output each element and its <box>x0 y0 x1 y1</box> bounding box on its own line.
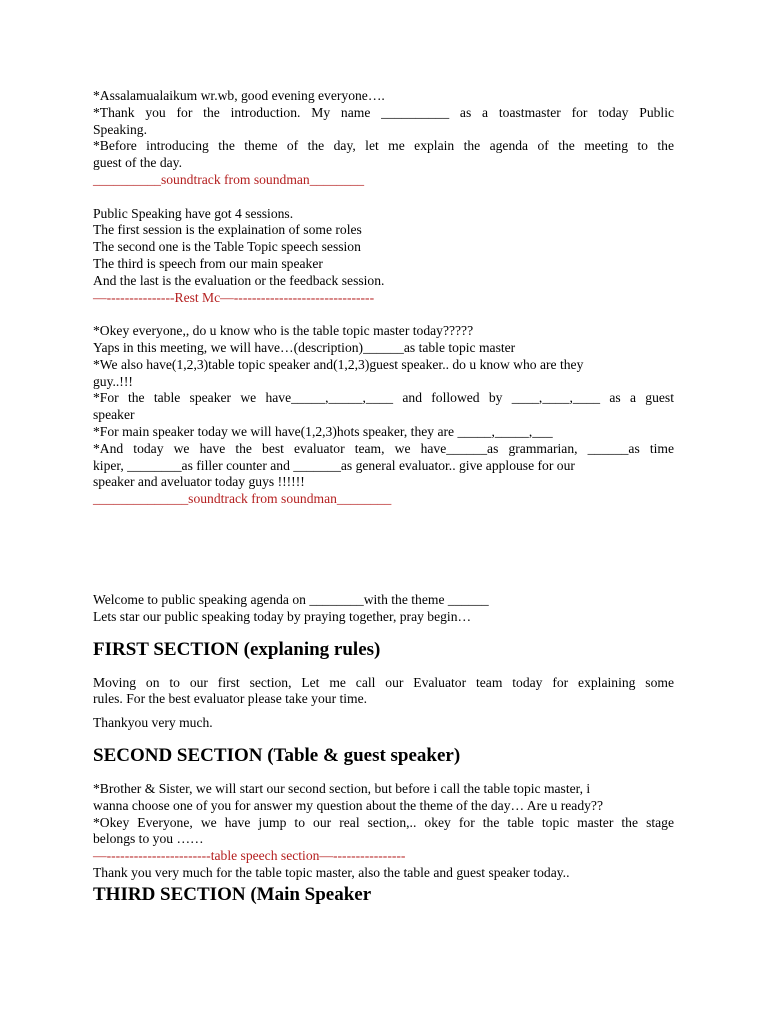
intro-line: *Before introducing the theme of the day, let me explain the agenda of the meeting to the <box>93 138 674 154</box>
sessions-line: And the last is the evaluation or the feedback session. <box>93 272 385 288</box>
intro-line: guest of the day. <box>93 155 182 171</box>
intro-line: *Thank you for the introduction. My name __________ as a toastmaster for today Public <box>93 104 674 120</box>
second-section-line: *Okey Everyone, we have jump to our real section,.. okey for the table topic master the stage <box>93 814 674 830</box>
rest-mc-divider: —---------------Rest Mc—------------------------------- <box>93 289 375 305</box>
section-heading-first: FIRST SECTION (explaning rules) <box>93 638 381 660</box>
first-section-paragraph: rules. For the best evaluator please take your time. <box>93 691 368 707</box>
section-heading-second: SECOND SECTION (Table & guest speaker) <box>93 744 461 766</box>
roles-line: speaker <box>93 407 135 423</box>
second-section-line: wanna choose one of you for answer my question about the theme of the day… Are u ready?? <box>93 797 603 813</box>
greeting-line: *Assalamualaikum wr.wb, good evening everyone…. <box>93 88 385 103</box>
sessions-line: The third is speech from our main speaker <box>93 255 323 271</box>
roles-line: guy..!!! <box>93 373 133 389</box>
roles-line: *We also have(1,2,3)table topic speaker and(1,2,3)guest speaker.. do u know who are they <box>93 356 584 372</box>
welcome-line: Welcome to public speaking agenda on ________with the theme ______ <box>93 591 489 607</box>
soundtrack-cue: ______________soundtrack from soundman________ <box>93 491 392 507</box>
roles-line: *Okey everyone,, do u know who is the table topic master today????? <box>93 323 474 339</box>
welcome-line: Lets star our public speaking today by praying together, pray begin… <box>93 608 472 624</box>
second-section-line: belongs to you …… <box>93 831 204 847</box>
document-body <box>93 88 674 906</box>
sessions-line: The first session is the explaination of some roles <box>93 222 362 238</box>
roles-line: *For main speaker today we will have(1,2,3)hots speaker, they are _____,_____,___ <box>93 423 553 439</box>
second-section-line: Thank you very much for the table topic master, also the table and guest speaker today.. <box>93 864 570 880</box>
second-section-line: *Brother & Sister, we will start our second section, but before i call the table topic master, i <box>93 780 591 796</box>
roles-line: speaker and aveluator today guys !!!!!! <box>93 474 305 490</box>
sessions-line: Public Speaking have got 4 sessions. <box>93 205 294 221</box>
roles-line: kiper, ________as filler counter and _______as general evaluator.. give applouse for our <box>93 457 575 473</box>
sessions-line: The second one is the Table Topic speech session <box>93 239 361 255</box>
section-heading-third: THIRD SECTION (Main Speaker <box>93 883 372 905</box>
soundtrack-cue: __________soundtrack from soundman________ <box>93 171 365 187</box>
roles-line: Yaps in this meeting, we will have…(description)______as table topic master <box>93 339 516 355</box>
intro-line: Speaking. <box>93 121 147 137</box>
table-speech-divider: —-----------------------table speech section—---------------- <box>93 848 406 864</box>
roles-line: *For the table speaker we have_____,_____,____ and followed by ____,____,____ as a guest <box>93 390 674 406</box>
roles-line: *And today we have the best evaluator team, we have______as grammarian, ______as time <box>93 440 674 456</box>
first-section-thanks: Thankyou very much. <box>93 715 213 731</box>
first-section-paragraph: Moving on to our first section, Let me call our Evaluator team today for explaining some <box>93 674 674 690</box>
